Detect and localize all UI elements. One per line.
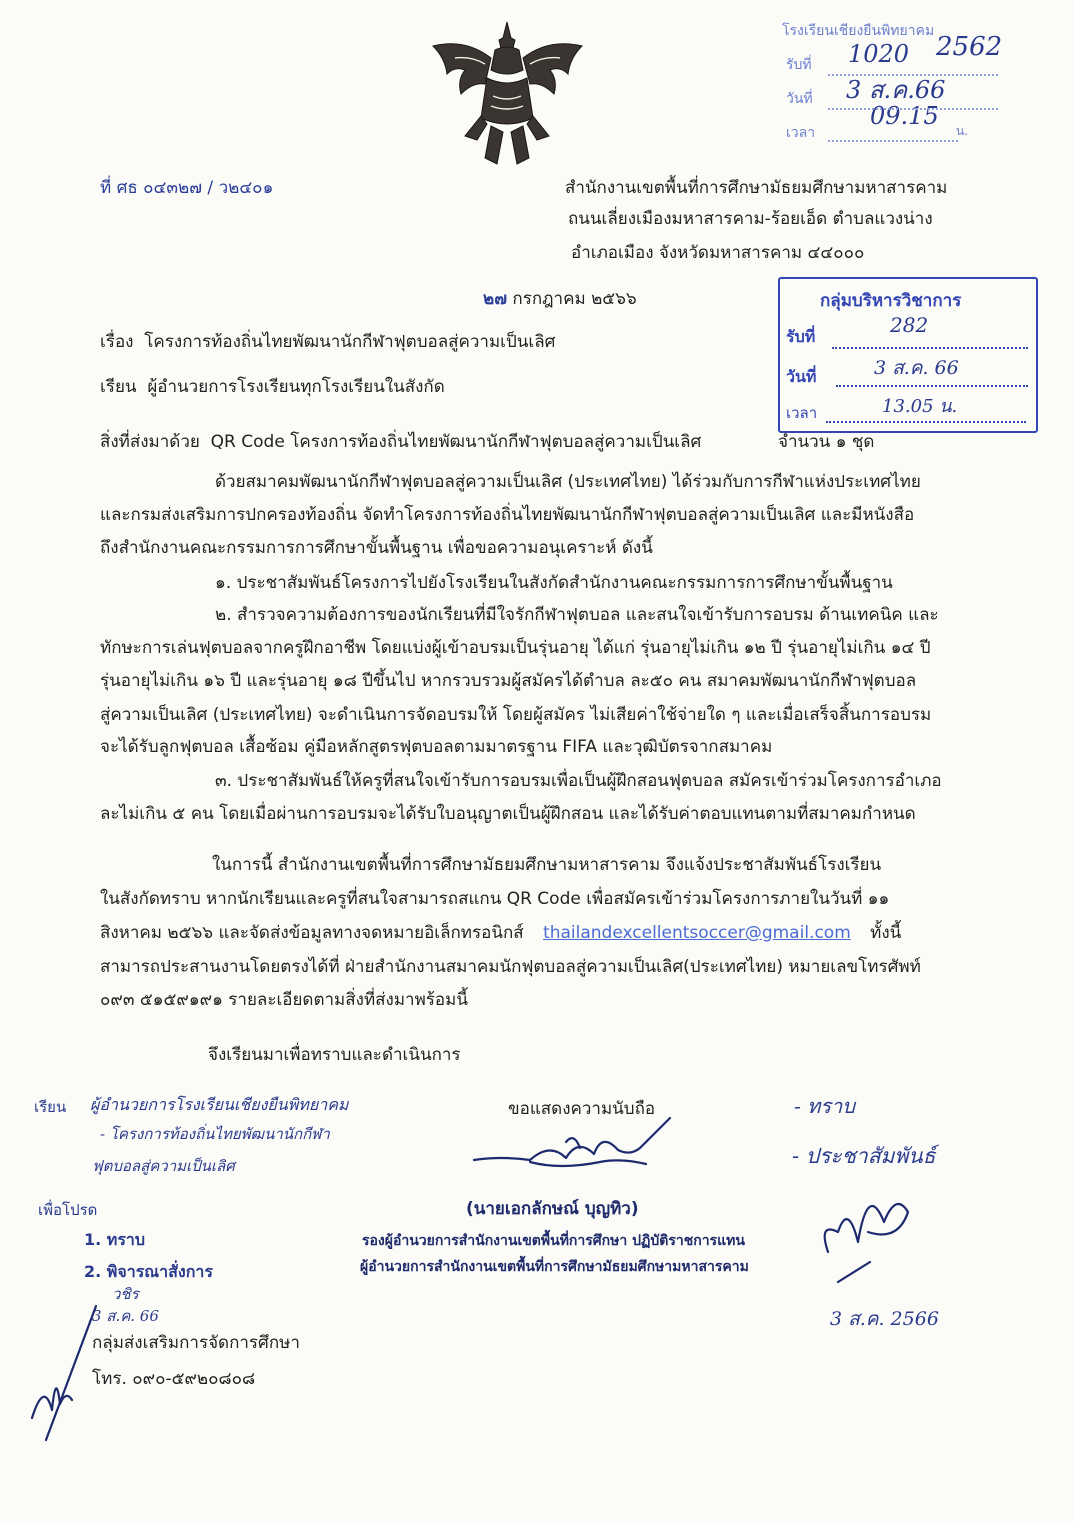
hand-to-line: ผู้อำนวยการโรงเรียนเชียงยืนพิทยาคม [90,1095,349,1114]
hand-purpose-label: เพื่อโปรด [38,1201,98,1219]
document-date [483,288,637,310]
body-p1-line-3: ถึงสำนักงานคณะกรรมการการศึกษาขั้นพื้นฐาน เพื่อขอความอนุเคราะห์ ดังนี้ [100,538,653,558]
hand-to-label: เรียน [34,1098,67,1116]
academic-time-handwritten: 13.05 น. [882,396,958,417]
office-line-3: อำเภอเมือง จังหวัดมหาสารคาม ๔๔๐๐๐ [571,243,865,263]
subject-text: โครงการท้องถิ่นไทยพัฒนานักกีฬาฟุตบอลสู่ความเป็นเลิศ [144,332,556,352]
date-day: ๒๗ [483,289,507,309]
academic-time-label: เวลา [786,404,818,422]
academic-date-handwritten: 3 ส.ค. 66 [874,357,959,379]
body-p2-line-5: ๐๙๓ ๕๑๕๙๑๙๑ รายละเอียดตามสิ่งที่ส่งมาพร้อมนี้ [100,990,468,1010]
receipt-school-name: โรงเรียนเชียงยืนพิทยาคม [782,23,935,39]
hand-right-date: 3 ส.ค. 2566 [830,1308,939,1330]
hand-initial: วชิร [112,1285,139,1303]
enclosure-line [100,431,701,453]
receipt-number-label: รับที่ [786,57,812,73]
body-item-2-line-5: จะได้รับลูกฟุตบอล เสื้อซ้อม คู่มือหลักสูตรฟุตบอลตามมาตรฐาน FIFA และวุฒิบัตรจากสมาคม [100,737,773,757]
receipt-stamp-school [778,18,1048,143]
hand-note-line-1: - โครงการท้องถิ่นไทยพัฒนานักกีฬา [100,1125,330,1143]
footer-phone: โทร. ๐๙๐-๕๙๒๐๘๐๘ [92,1369,256,1389]
hand-note-line-2: ฟุตบอลสู่ความเป็นเลิศ [92,1157,235,1175]
ref-text: ที่ ศธ ๐๔๓๒๗ / ว๒๔๐๑ [100,178,274,198]
subject-line [100,331,555,353]
body-p2-line-2: ในสังกัดทราบ หากนักเรียนและครูที่สนใจสามารถสแกน QR Code เพื่อสมัครเข้าร่วมโครงการภายในวันที่ ๑๑ [100,889,890,909]
recipient-label: เรียน [100,377,137,397]
subject-label: เรื่อง [100,332,134,352]
body-item-2-line-1: ๒. สำรวจความต้องการของนักเรียนที่มีใจรักกีฬาฟุตบอล และสนใจเข้ารับการอบรม ด้านเทคนิค และ [215,605,939,625]
receipt-stamp-academic [778,277,1038,433]
enclosure-quantity: จำนวน ๑ ชุด [778,432,875,452]
signer-name: (นายเอกลักษณ์ บุญทิว) [466,1199,639,1219]
enclosure-text: QR Code โครงการท้องถิ่นไทยพัฒนานักกีฬาฟุตบอลสู่ความเป็นเลิศ [210,432,702,452]
receipt-time-label: เวลา [786,125,816,141]
date-month-year: กรกฎาคม ๒๕๖๖ [512,289,637,309]
hand-right-line-1: - ทราบ [794,1094,855,1118]
body-p2-line-3 [100,922,901,944]
hand-option-2: 2. พิจารณาสั่งการ [84,1262,213,1281]
footer-dept: กลุ่มส่งเสริมการจัดการศึกษา [92,1333,300,1353]
body-item-2-line-3: รุ่นอายุไม่เกิน ๑๖ ปี และรุ่นอายุ ๑๘ ปีขึ้นไป หากรวบรวมผู้สมัครได้ตำบล ละ๕๐ คน สมาคมพัฒนานักกีฬาฟุตบอล [100,671,917,691]
receipt-date-handwritten: 3 ส.ค.66 [846,76,946,104]
body-p2-line-3-tail: ทั้งนี้ [870,923,902,943]
garuda-emblem-icon [425,18,590,168]
receipt-time-unit: น. [956,124,969,138]
official-signature-icon [470,1112,690,1182]
receipt-date-label: วันที่ [786,91,813,107]
office-line-1: สำนักงานเขตพื้นที่การศึกษามัธยมศึกษามหาสารคาม [565,178,948,198]
email-link[interactable]: thailandexcellentsoccer@gmail.com [543,923,851,943]
body-p2-line-4: สามารถประสานงานโดยตรงได้ที่ ฝ่ายสำนักงานสมาคมนักฟุตบอลสู่ความเป็นเลิศ(ประเทศไทย) หมายเลขโทรศัพท์ [100,957,921,977]
receipt-time-handwritten: 09.15 [870,102,939,130]
recipient-line [100,376,445,398]
signer-position-line-2: ผู้อำนวยการสำนักงานเขตพื้นที่การศึกษามัธยมศึกษามหาสารคาม [360,1259,749,1275]
enclosure-label: สิ่งที่ส่งมาด้วย [100,432,200,452]
hand-right-line-2: - ประชาสัมพันธ์ [792,1144,936,1168]
body-item-2-line-2: ทักษะการเล่นฟุตบอลจากครูฝึกอาชีพ โดยแบ่งผู้เข้าอบรมเป็นรุ่นอายุ ได้แก่ รุ่นอายุไม่เกิน ๑๒ ปี รุ่นอายุไม่เกิน ๑๔ ปี [100,638,931,658]
body-item-3-line-1: ๓. ประชาสัมพันธ์ให้ครูที่สนใจเข้ารับการอบรมเพื่อเป็นผู้ฝึกสอนฟุตบอล สมัครเข้าร่วมโครงการอำเภอ [215,771,942,791]
signer-position-line-1: รองผู้อำนวยการสำนักงานเขตพื้นที่การศึกษา ปฏิบัติราชการแทน [362,1233,745,1249]
recipient-text: ผู้อำนวยการโรงเรียนทุกโรงเรียนในสังกัด [147,377,445,397]
body-item-3-line-2: ละไม่เกิน ๕ คน โดยเมื่อผ่านการอบรมจะได้รับใบอนุญาตเป็นผู้ฝึกสอน และได้รับค่าตอบแทนตามที่สมาคมกำหนด [100,804,916,824]
hand-option-1: 1. ทราบ [84,1230,146,1249]
courtesy-text: ขอแสดงความนับถือ [508,1099,656,1119]
body-p2-line-1: ในการนี้ สำนักงานเขตพื้นที่การศึกษามัธยมศึกษามหาสารคาม จึงแจ้งประชาสัมพันธ์โรงเรียน [212,855,882,875]
director-signature-icon [808,1172,928,1292]
body-p1-line-1: ด้วยสมาคมพัฒนานักกีฬาฟุตบอลสู่ความเป็นเลิศ (ประเทศไทย) ได้ร่วมกับการกีฬาแห่งประเทศไทย [215,472,921,492]
body-item-2-line-4: สู่ความเป็นเลิศ (ประเทศไทย) จะดำเนินการจัดอบรมให้ โดยผู้สมัคร ไม่เสียค่าใช้จ่ายใด ๆ และเมื่อเสร็จสิ้นการอบรม [100,705,932,725]
closing-line: จึงเรียนมาเพื่อทราบและดำเนินการ [208,1045,461,1065]
receipt-code-handwritten: 2562 [936,32,1003,62]
academic-number-label: รับที่ [786,327,816,346]
academic-stamp-title: กลุ่มบริหารวิชาการ [820,291,962,311]
hand-left-date: 3 ส.ค. 66 [92,1307,159,1325]
academic-date-label: วันที่ [786,367,817,386]
body-item-1: ๑. ประชาสัมพันธ์โครงการไปยังโรงเรียนในสังกัดสำนักงานคณะกรรมการการศึกษาขั้นพื้นฐาน [215,573,893,593]
document-ref-number [100,177,273,199]
office-line-2: ถนนเลี่ยงเมืองมหาสารคาม-ร้อยเอ็ด ตำบลแวงน่าง [568,209,933,229]
body-p2-line-3-text: สิงหาคม ๒๕๖๖ และจัดส่งข้อมูลทางจดหมายอิเล็กทรอนิกส์ [100,923,524,943]
receipt-number-handwritten: 1020 [848,40,910,68]
academic-number-handwritten: 282 [890,313,929,337]
body-p1-line-2: และกรมส่งเสริมการปกครองท้องถิ่น จัดทำโครงการท้องถิ่นไทยพัฒนานักกีฬาฟุตบอลสู่ความเป็นเลิศ และมีหนังสือ [100,505,915,525]
